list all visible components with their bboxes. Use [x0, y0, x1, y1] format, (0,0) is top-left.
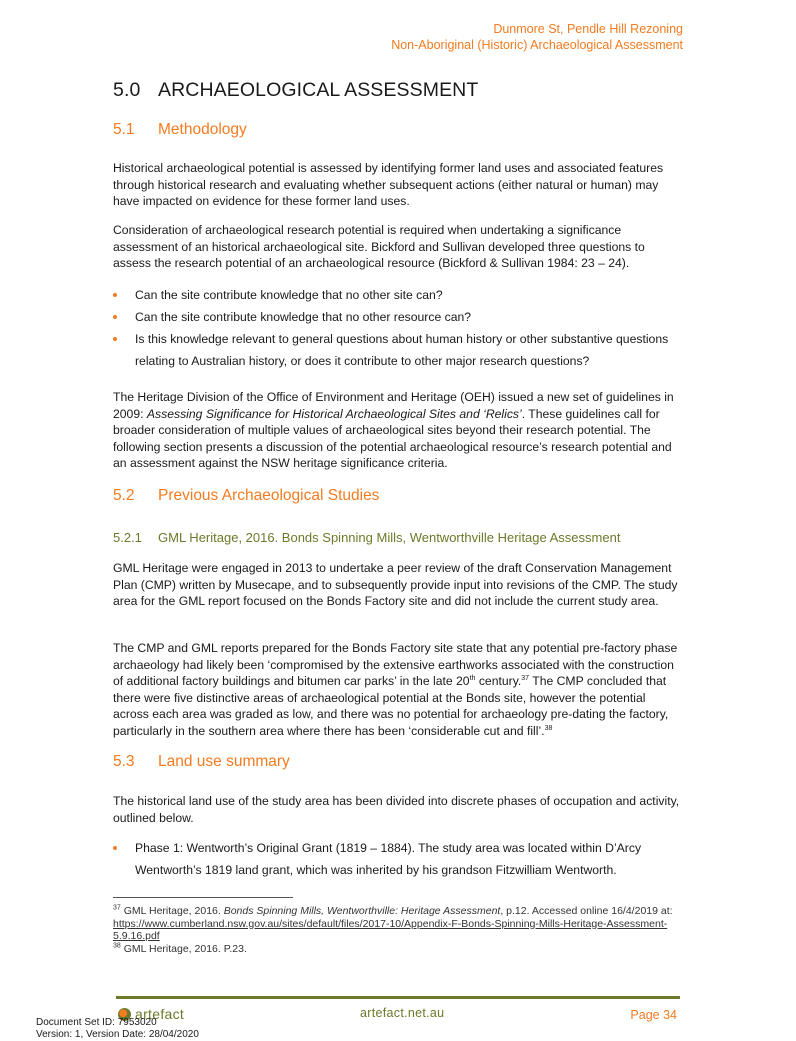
- paragraph-text: [113, 640, 681, 739]
- text-run: GML Heritage, 2016. P.23.: [120, 942, 247, 955]
- paragraph-text: [113, 389, 681, 472]
- heading-land-use-summary: [113, 753, 290, 771]
- list-item-text: Can the site contribute knowledge that no other resource can?: [135, 310, 472, 324]
- footer-divider: [116, 996, 680, 999]
- paragraph: [113, 793, 681, 826]
- heading-previous-studies: [113, 487, 379, 505]
- list-item: [113, 306, 681, 328]
- list-item: [113, 284, 681, 306]
- text-run: The Heritage Division of the Office of Environment and Heritage (OEH) issued a new set of guidelines in 2009:: [113, 390, 674, 421]
- heading-number: 5.1: [113, 121, 135, 138]
- list-item-text: Can the site contribute knowledge that no other site can?: [135, 288, 443, 302]
- footnote-38: [113, 943, 681, 956]
- heading-title: Methodology: [158, 121, 247, 138]
- subheading-title: GML Heritage, 2016. Bonds Spinning Mills, Wentworthville Heritage Assessment: [158, 530, 621, 545]
- page-number: Page 34: [630, 1008, 677, 1022]
- paragraph-text: Consideration of archaeological research potential is required when undertaking a significance assessment of an historical archaeological site. Bickford and Sullivan developed three questions to assess the research potential of an archaeological resource (Bickford & Sullivan 1984: 23 – 24).: [113, 223, 645, 270]
- paragraph: [113, 389, 681, 472]
- paragraph: [113, 160, 681, 210]
- list-item-text: Phase 1: Wentworth’s Original Grant (1819 – 1884). The study area was located within D’Arcy Wentworth’s 1819 land grant, which was inherited by his grandson Fitzwilliam Wentworth.: [135, 841, 642, 877]
- paragraph: [113, 222, 681, 272]
- footer-website[interactable]: artefact.net.au: [360, 1006, 445, 1020]
- subheading-number: 5.2.1: [113, 530, 142, 545]
- footnote-37: [113, 905, 681, 943]
- source-link[interactable]: https://www.cumberland.nsw.gov.au/sites/default/files/2017-10/Appendix-F-Bonds-Spinning-Mills-Heritage-Assessment-5.9.16.pdf: [113, 917, 668, 942]
- footnote-number: 38: [113, 942, 121, 949]
- paragraph-text: The historical land use of the study area has been divided into discrete phases of occupation and activity, outlined below.: [113, 794, 680, 825]
- bullet-icon: [113, 315, 117, 319]
- paragraph: [113, 640, 681, 739]
- heading-title: Land use summary: [158, 753, 290, 770]
- heading-methodology: [113, 121, 247, 139]
- document-stamp: [36, 1017, 199, 1041]
- footnotes: [113, 905, 681, 955]
- section-heading: [113, 79, 478, 102]
- text-run: . These guidelines call for broader consideration of multiple values of archaeological sites beyond their research potential. The following section presents a discussion of the potential archaeological resource’s research potential and an assessment against the NSW heritage significance criteria.: [113, 406, 672, 470]
- section-title: ARCHAEOLOGICAL ASSESSMENT: [158, 79, 479, 101]
- heading-number: 5.3: [113, 753, 135, 770]
- list-item-text: Is this knowledge relevant to general questions about human history or other substantive questions relating to Australian history, or does it contribute to other major research questions?: [135, 332, 669, 368]
- text-run: The CMP and GML reports prepared for the Bonds Factory site state that any potential pre-factory phase archaeology had likely been ‘compromised by the extensive earthworks associated with the construction of additional factory buildings and bitumen car parks’ in the late 20: [113, 641, 678, 688]
- report-title: Bonds Spinning Mills, Wentworthville: Heritage Assessment: [223, 905, 501, 917]
- text-run: GML Heritage, 2016.: [120, 905, 224, 917]
- subheading-gml-heritage: [113, 530, 620, 545]
- footnote-divider: [113, 897, 293, 898]
- section-number: 5.0: [113, 79, 141, 101]
- ordinal-suffix: th: [469, 674, 476, 682]
- heading-title: Previous Archaeological Studies: [158, 487, 380, 504]
- phases-list: [113, 837, 681, 881]
- bullet-icon: [113, 293, 117, 297]
- paragraph-text: GML Heritage were engaged in 2013 to undertake a peer review of the draft Conservation Management Plan (CMP) written by Musecape, and to subsequently provide input into revisions of the CMP. The study area for the GML report focused on the Bonds Factory site and did not include the current study area.: [113, 561, 678, 608]
- list-item: [113, 328, 681, 372]
- logo-text: artefact: [135, 1006, 185, 1022]
- heading-number: 5.2: [113, 487, 135, 504]
- guideline-title: Assessing Significance for Historical Archaeological Sites and ‘Relics’: [146, 406, 522, 421]
- header-project-title: Dunmore St, Pendle Hill Rezoning: [493, 22, 683, 36]
- list-item: [113, 837, 681, 881]
- bullet-icon: [113, 337, 117, 341]
- footnote-ref[interactable]: 37: [521, 674, 530, 682]
- footnote-number: 37: [113, 904, 121, 912]
- text-run: The CMP concluded that there were five distinctive areas of archaeological potential at the Bonds site, however the potential across each area was graded as low, and there was no potential for archaeology pre-dating the factory, particularly in the southern area where there has been ‘considerable cut and fill’.: [113, 674, 669, 738]
- bullet-icon: [113, 846, 117, 850]
- text-run: century.: [475, 674, 522, 688]
- header-report-title: Non-Aboriginal (Historic) Archaeological Assessment: [391, 37, 683, 52]
- document-set-id: Document Set ID: 7953020: [36, 1017, 157, 1028]
- document-version: Version: 1, Version Date: 28/04/2020: [36, 1029, 199, 1040]
- text-run: , p.12. Accessed online 16/4/2019 at:: [500, 905, 673, 917]
- paragraph: [113, 560, 681, 610]
- running-header: [391, 22, 683, 53]
- research-questions-list: [113, 284, 681, 372]
- paragraph-text: Historical archaeological potential is assessed by identifying former land uses and associated features through historical research and evaluating whether subsequent actions (either natural or human) may have impacted on evidence for these former land uses.: [113, 161, 664, 208]
- footnote-ref[interactable]: 38: [544, 724, 553, 732]
